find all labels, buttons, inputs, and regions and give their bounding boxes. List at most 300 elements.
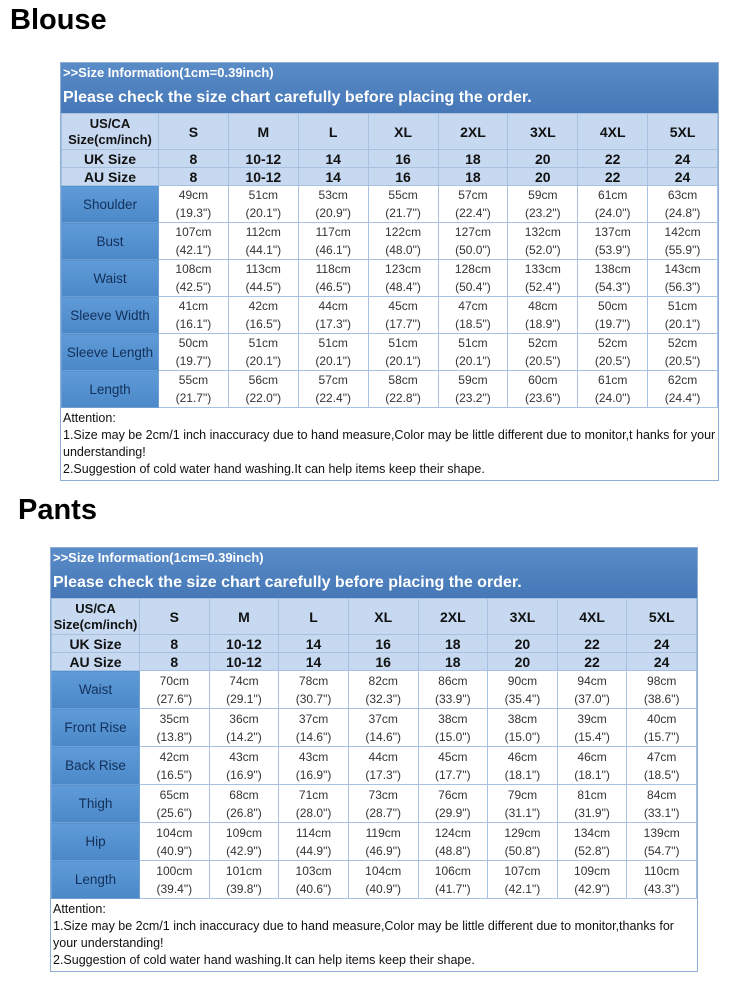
blouse-title: Blouse xyxy=(10,4,107,36)
inch-value: (46.1") xyxy=(315,243,351,257)
uk-size-cell: 10-12 xyxy=(228,150,298,168)
cm-value: 132cm xyxy=(524,225,561,239)
cm-value: 137cm xyxy=(594,225,631,239)
cm-value: 50cm xyxy=(178,336,209,350)
measurement-cell xyxy=(627,861,697,899)
cm-value: 108cm xyxy=(175,262,212,276)
cm-value: 109cm xyxy=(574,863,611,878)
uk-size-label: UK Size xyxy=(62,150,159,168)
au-size-row xyxy=(62,168,718,186)
au-size-cell: 8 xyxy=(140,653,210,671)
attention-notes xyxy=(61,408,718,480)
cm-value: 45cm xyxy=(388,299,418,313)
cm-value: 103cm xyxy=(295,863,332,878)
au-size-cell: 10-12 xyxy=(228,168,298,186)
inch-value: (42.1") xyxy=(175,243,212,257)
inch-value: (18.1") xyxy=(574,767,610,782)
size-cell: 3XL xyxy=(488,599,558,635)
cm-value: 53cm xyxy=(318,188,348,202)
inch-value: (54.3") xyxy=(594,280,631,294)
inch-value: (55.9") xyxy=(664,243,701,257)
size-cell: 4XL xyxy=(578,114,648,150)
inch-value: (16.9") xyxy=(295,767,332,782)
cm-value: 107cm xyxy=(175,225,212,239)
inch-value: (35.4") xyxy=(504,691,541,706)
cm-value: 55cm xyxy=(388,188,418,202)
measurement-cell xyxy=(228,297,298,334)
cm-value: 42cm xyxy=(159,749,189,764)
measurement-label: Shoulder xyxy=(62,186,159,223)
attention-line: Attention: xyxy=(63,411,116,425)
cm-value: 65cm xyxy=(159,787,189,802)
cm-value: 36cm xyxy=(229,711,259,726)
inch-value: (29.1") xyxy=(226,691,262,706)
cm-value: 110cm xyxy=(644,863,680,878)
inch-value: (42.9") xyxy=(574,881,610,896)
cm-value: 104cm xyxy=(156,825,193,840)
inch-value: (54.7") xyxy=(643,843,680,858)
cm-value: 139cm xyxy=(643,825,680,840)
measurement-cell xyxy=(209,785,279,823)
inch-value: (20.1") xyxy=(245,354,282,368)
inch-value: (14.6") xyxy=(365,729,401,744)
inch-value: (48.8") xyxy=(435,843,471,858)
measurement-cell xyxy=(209,671,279,709)
pants-size-chart xyxy=(50,547,698,972)
cm-value: 70cm xyxy=(159,673,189,688)
size-header-row xyxy=(52,599,697,635)
inch-value: (42.1") xyxy=(504,881,541,896)
measurement-cell xyxy=(488,861,558,899)
inch-value: (38.6") xyxy=(643,691,680,706)
us-ca-label: US/CA Size(cm/inch) xyxy=(52,599,140,635)
inch-value: (20.1") xyxy=(455,354,491,368)
inch-value: (56.3") xyxy=(664,280,701,294)
size-cell: XL xyxy=(368,114,438,150)
uk-size-cell: 10-12 xyxy=(209,635,279,653)
cm-value: 134cm xyxy=(574,825,611,840)
measurement-cell xyxy=(298,334,368,371)
inch-value: (53.9") xyxy=(594,243,631,257)
cm-value: 50cm xyxy=(598,299,628,313)
cm-value: 35cm xyxy=(159,711,189,726)
inch-value: (20.5") xyxy=(594,354,631,368)
uk-size-cell: 14 xyxy=(298,150,368,168)
inch-value: (40.6") xyxy=(295,881,332,896)
measurement-cell xyxy=(578,371,648,408)
inch-value: (20.1") xyxy=(245,206,282,220)
measurement-cell xyxy=(279,671,349,709)
cm-value: 51cm xyxy=(248,188,278,202)
attention-line: 2.Suggestion of cold water hand washing.It can help items keep their shape. xyxy=(63,462,485,476)
measurement-cell xyxy=(298,371,368,408)
size-cell: 3XL xyxy=(508,114,578,150)
size-table xyxy=(51,598,697,899)
measurement-cell xyxy=(348,823,418,861)
au-size-cell: 20 xyxy=(488,653,558,671)
measurement-cell xyxy=(418,785,488,823)
inch-value: (22.4") xyxy=(315,391,351,405)
measurement-cell xyxy=(418,823,488,861)
uk-size-cell: 24 xyxy=(648,150,718,168)
measurement-cell xyxy=(228,334,298,371)
size-info-text: >>Size Information(1cm=0.39inch) xyxy=(53,550,264,565)
cm-value: 51cm xyxy=(667,299,698,313)
au-size-cell: 24 xyxy=(648,168,718,186)
measurement-cell xyxy=(557,709,627,747)
chart-header-band xyxy=(51,548,697,598)
measurement-cell xyxy=(368,260,438,297)
cm-value: 68cm xyxy=(229,787,259,802)
inch-value: (40.9") xyxy=(365,881,401,896)
uk-size-cell: 8 xyxy=(159,150,229,168)
inch-value: (20.9") xyxy=(315,206,351,220)
measurement-cell xyxy=(368,371,438,408)
cm-value: 84cm xyxy=(647,787,677,802)
inch-value: (30.7") xyxy=(295,691,332,706)
measurement-label: Thigh xyxy=(52,785,140,823)
measurement-cell xyxy=(557,747,627,785)
attention-line: 2.Suggestion of cold water hand washing.It can help items keep their shape. xyxy=(53,953,475,967)
inch-value: (18.9") xyxy=(525,317,561,331)
size-cell: 2XL xyxy=(438,114,508,150)
inch-value: (52.0") xyxy=(525,243,561,257)
measurement-cell xyxy=(648,260,718,297)
notice-text: Please check the size chart carefully before placing the order. xyxy=(63,89,532,106)
measurement-cell xyxy=(279,785,349,823)
measurement-cell xyxy=(438,186,508,223)
measurement-cell xyxy=(348,785,418,823)
measurement-cell xyxy=(627,785,697,823)
measurement-row xyxy=(52,709,697,747)
inch-value: (23.2") xyxy=(455,391,491,405)
measurement-cell xyxy=(159,297,229,334)
inch-value: (48.0") xyxy=(385,243,421,257)
cm-value: 55cm xyxy=(178,373,209,387)
inch-value: (18.5") xyxy=(643,767,680,782)
inch-value: (19.3") xyxy=(175,206,212,220)
cm-value: 122cm xyxy=(385,225,422,239)
measurement-cell xyxy=(418,709,488,747)
inch-value: (20.1") xyxy=(664,317,701,331)
size-cell: 5XL xyxy=(627,599,697,635)
measurement-cell xyxy=(228,371,298,408)
measurement-label: Hip xyxy=(52,823,140,861)
measurement-cell xyxy=(488,747,558,785)
inch-value: (41.7") xyxy=(435,881,471,896)
measurement-cell xyxy=(140,823,210,861)
au-size-cell: 16 xyxy=(348,653,418,671)
cm-value: 106cm xyxy=(434,863,471,878)
inch-value: (15.4") xyxy=(574,729,610,744)
measurement-row xyxy=(52,671,697,709)
measurement-cell xyxy=(488,709,558,747)
cm-value: 71cm xyxy=(298,787,329,802)
inch-value: (17.3") xyxy=(315,317,351,331)
size-cell: S xyxy=(140,599,210,635)
measurement-cell xyxy=(228,223,298,260)
measurement-cell xyxy=(368,186,438,223)
inch-value: (17.3") xyxy=(365,767,401,782)
attention-line: 1.Size may be 2cm/1 inch inaccuracy due to hand measure,Color may be little different due to monitor,thanks for your understanding! xyxy=(53,919,674,950)
cm-value: 142cm xyxy=(664,225,701,239)
measurement-cell xyxy=(140,747,210,785)
inch-value: (26.8") xyxy=(226,805,262,820)
measurement-cell xyxy=(557,823,627,861)
size-cell: M xyxy=(228,114,298,150)
inch-value: (29.9") xyxy=(435,805,471,820)
measurement-cell xyxy=(648,297,718,334)
size-cell: XL xyxy=(348,599,418,635)
cm-value: 104cm xyxy=(365,863,402,878)
cm-value: 51cm xyxy=(248,336,278,350)
cm-value: 101cm xyxy=(225,863,262,878)
attention-notes xyxy=(51,899,697,971)
measurement-cell xyxy=(578,186,648,223)
cm-value: 114cm xyxy=(295,825,332,840)
inch-value: (25.6") xyxy=(156,805,193,820)
measurement-cell xyxy=(159,223,229,260)
cm-value: 57cm xyxy=(318,373,348,387)
measurement-cell xyxy=(438,223,508,260)
cm-value: 52cm xyxy=(667,336,698,350)
size-cell: 5XL xyxy=(648,114,718,150)
measurement-row xyxy=(52,747,697,785)
inch-value: (20.1") xyxy=(385,354,421,368)
cm-value: 78cm xyxy=(298,673,329,688)
size-cell: 2XL xyxy=(418,599,488,635)
measurement-cell xyxy=(279,709,349,747)
cm-value: 123cm xyxy=(385,262,422,276)
inch-value: (27.6") xyxy=(156,691,193,706)
cm-value: 37cm xyxy=(298,711,329,726)
inch-value: (15.0") xyxy=(504,729,541,744)
inch-value: (22.8") xyxy=(385,391,421,405)
measurement-cell xyxy=(508,297,578,334)
measurement-cell xyxy=(159,334,229,371)
measurement-row xyxy=(52,861,697,899)
inch-value: (50.0") xyxy=(455,243,491,257)
size-info-text: >>Size Information(1cm=0.39inch) xyxy=(63,65,274,80)
inch-value: (19.7") xyxy=(594,317,631,331)
cm-value: 124cm xyxy=(434,825,471,840)
cm-value: 138cm xyxy=(594,262,631,276)
cm-value: 143cm xyxy=(664,262,701,276)
cm-value: 45cm xyxy=(438,749,468,764)
cm-value: 48cm xyxy=(528,299,558,313)
cm-value: 90cm xyxy=(507,673,538,688)
measurement-label: Sleeve Width xyxy=(62,297,159,334)
inch-value: (32.3") xyxy=(365,691,401,706)
au-size-cell: 22 xyxy=(578,168,648,186)
measurement-cell xyxy=(438,371,508,408)
measurement-label: Length xyxy=(52,861,140,899)
measurement-cell xyxy=(418,861,488,899)
measurement-cell xyxy=(348,709,418,747)
cm-value: 73cm xyxy=(368,787,398,802)
uk-size-cell: 18 xyxy=(418,635,488,653)
measurement-cell xyxy=(578,223,648,260)
measurement-cell xyxy=(508,223,578,260)
inch-value: (19.7") xyxy=(175,354,212,368)
inch-value: (18.5") xyxy=(455,317,491,331)
cm-value: 94cm xyxy=(577,673,607,688)
au-size-cell: 18 xyxy=(438,168,508,186)
measurement-label: Waist xyxy=(52,671,140,709)
measurement-cell xyxy=(279,747,349,785)
cm-value: 51cm xyxy=(458,336,488,350)
measurement-cell xyxy=(298,260,368,297)
cm-value: 38cm xyxy=(507,711,538,726)
measurement-cell xyxy=(140,861,210,899)
cm-value: 39cm xyxy=(577,711,607,726)
inch-value: (17.7") xyxy=(385,317,421,331)
cm-value: 57cm xyxy=(458,188,488,202)
measurement-cell xyxy=(578,260,648,297)
measurement-cell xyxy=(578,297,648,334)
cm-value: 129cm xyxy=(504,825,541,840)
measurement-cell xyxy=(348,671,418,709)
inch-value: (24.0") xyxy=(594,391,631,405)
inch-value: (42.9") xyxy=(226,843,262,858)
size-cell: M xyxy=(209,599,279,635)
inch-value: (16.1") xyxy=(175,317,212,331)
cm-value: 79cm xyxy=(507,787,538,802)
au-size-cell: 24 xyxy=(627,653,697,671)
cm-value: 118cm xyxy=(315,262,351,276)
measurement-cell xyxy=(279,861,349,899)
measurement-row xyxy=(62,260,718,297)
cm-value: 117cm xyxy=(315,225,351,239)
blouse-size-chart xyxy=(60,62,719,481)
cm-value: 41cm xyxy=(178,299,209,313)
measurement-cell xyxy=(298,186,368,223)
size-cell: L xyxy=(279,599,349,635)
inch-value: (18.1") xyxy=(504,767,541,782)
inch-value: (31.9") xyxy=(574,805,610,820)
notice-text: Please check the size chart carefully before placing the order. xyxy=(53,574,522,591)
au-size-label: AU Size xyxy=(52,653,140,671)
cm-value: 112cm xyxy=(245,225,281,239)
measurement-row xyxy=(62,186,718,223)
inch-value: (16.5") xyxy=(156,767,193,782)
measurement-row xyxy=(52,785,697,823)
measurement-cell xyxy=(140,709,210,747)
measurement-cell xyxy=(298,297,368,334)
inch-value: (46.9") xyxy=(365,843,401,858)
measurement-cell xyxy=(648,371,718,408)
cm-value: 52cm xyxy=(528,336,558,350)
inch-value: (50.4") xyxy=(455,280,491,294)
cm-value: 98cm xyxy=(647,673,677,688)
uk-size-cell: 20 xyxy=(488,635,558,653)
cm-value: 47cm xyxy=(458,299,488,313)
au-size-row xyxy=(52,653,697,671)
inch-value: (48.4") xyxy=(385,280,421,294)
measurement-cell xyxy=(209,747,279,785)
uk-size-cell: 20 xyxy=(508,150,578,168)
inch-value: (50.8") xyxy=(504,843,541,858)
inch-value: (44.5") xyxy=(245,280,282,294)
uk-size-cell: 24 xyxy=(627,635,697,653)
uk-size-label: UK Size xyxy=(52,635,140,653)
cm-value: 76cm xyxy=(438,787,468,802)
au-size-cell: 8 xyxy=(159,168,229,186)
measurement-cell xyxy=(368,297,438,334)
inch-value: (42.5") xyxy=(175,280,212,294)
inch-value: (20.1") xyxy=(315,354,351,368)
inch-value: (15.7") xyxy=(643,729,680,744)
cm-value: 49cm xyxy=(178,188,209,202)
au-size-cell: 20 xyxy=(508,168,578,186)
uk-size-cell: 16 xyxy=(348,635,418,653)
inch-value: (16.5") xyxy=(245,317,282,331)
cm-value: 43cm xyxy=(229,749,259,764)
measurement-label: Sleeve Length xyxy=(62,334,159,371)
cm-value: 51cm xyxy=(318,336,348,350)
cm-value: 46cm xyxy=(577,749,607,764)
cm-value: 109cm xyxy=(225,825,262,840)
measurement-cell xyxy=(627,823,697,861)
inch-value: (24.4") xyxy=(664,391,701,405)
cm-value: 59cm xyxy=(458,373,488,387)
measurement-cell xyxy=(418,671,488,709)
measurement-cell xyxy=(438,260,508,297)
cm-value: 40cm xyxy=(647,711,677,726)
size-header-row xyxy=(62,114,718,150)
cm-value: 61cm xyxy=(598,373,628,387)
measurement-label: Bust xyxy=(62,223,159,260)
inch-value: (23.6") xyxy=(525,391,561,405)
inch-value: (39.8") xyxy=(226,881,262,896)
cm-value: 113cm xyxy=(245,262,281,276)
measurement-cell xyxy=(648,223,718,260)
measurement-cell xyxy=(159,371,229,408)
inch-value: (15.0") xyxy=(435,729,471,744)
cm-value: 42cm xyxy=(248,299,278,313)
measurement-row xyxy=(62,371,718,408)
inch-value: (14.2") xyxy=(226,729,262,744)
measurement-cell xyxy=(279,823,349,861)
cm-value: 127cm xyxy=(454,225,491,239)
measurement-row xyxy=(62,223,718,260)
measurement-cell xyxy=(159,260,229,297)
measurement-cell xyxy=(228,186,298,223)
inch-value: (46.5") xyxy=(315,280,351,294)
size-cell: 4XL xyxy=(557,599,627,635)
cm-value: 44cm xyxy=(318,299,348,313)
measurement-cell xyxy=(508,334,578,371)
inch-value: (21.7") xyxy=(385,206,421,220)
inch-value: (33.9") xyxy=(435,691,471,706)
measurement-cell xyxy=(627,671,697,709)
measurement-cell xyxy=(508,371,578,408)
us-ca-label: US/CA Size(cm/inch) xyxy=(62,114,159,150)
measurement-cell xyxy=(508,260,578,297)
cm-value: 43cm xyxy=(298,749,329,764)
inch-value: (13.8") xyxy=(156,729,193,744)
uk-size-cell: 16 xyxy=(368,150,438,168)
inch-value: (52.8") xyxy=(574,843,610,858)
cm-value: 60cm xyxy=(528,373,558,387)
measurement-cell xyxy=(209,861,279,899)
cm-value: 46cm xyxy=(507,749,538,764)
attention-line: Attention: xyxy=(53,902,106,916)
au-size-label: AU Size xyxy=(62,168,159,186)
inch-value: (20.5") xyxy=(525,354,561,368)
size-table xyxy=(61,113,718,408)
measurement-cell xyxy=(140,785,210,823)
